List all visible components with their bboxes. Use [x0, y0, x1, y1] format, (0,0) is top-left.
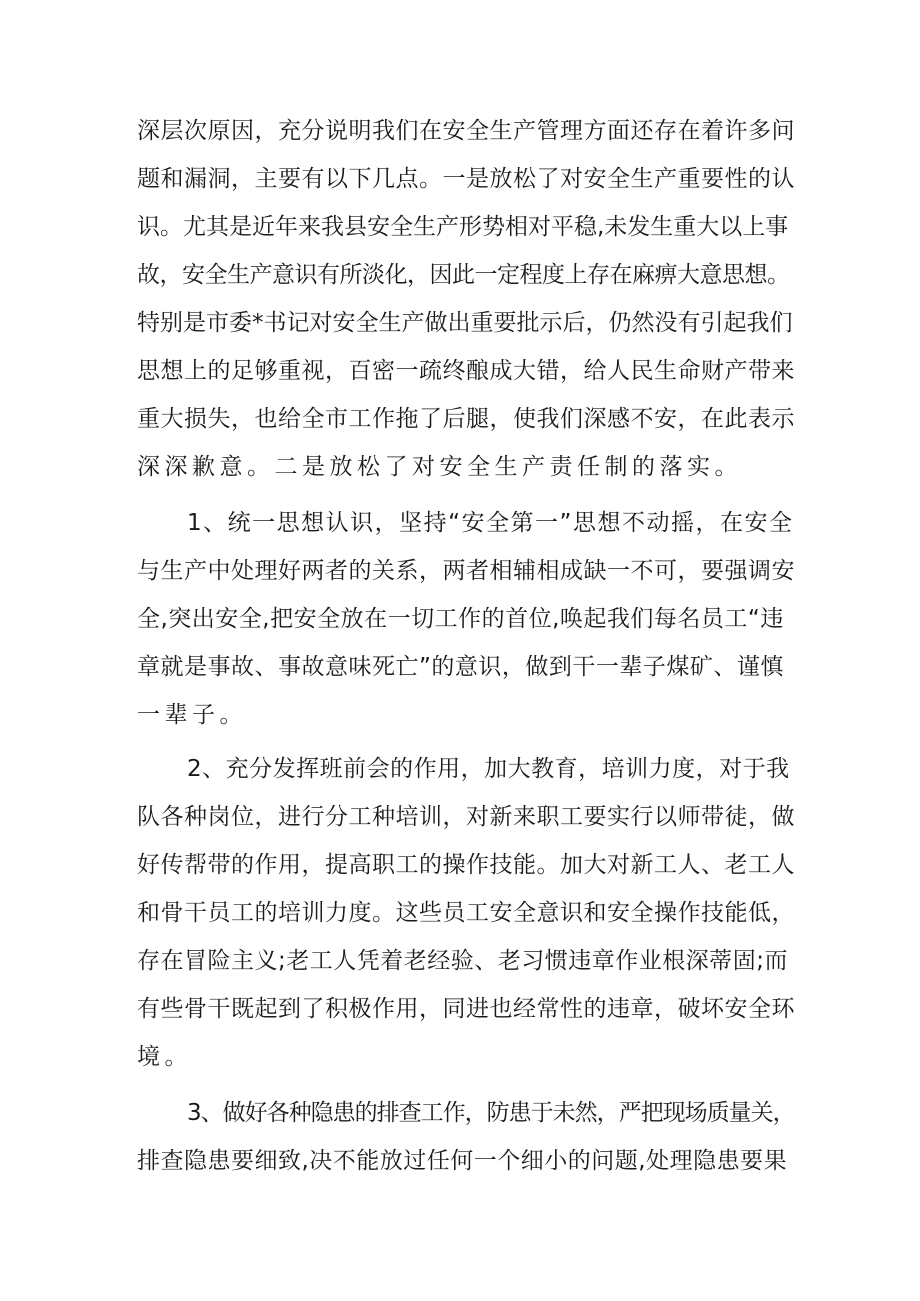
text-line: 队各种岗位，进行分工种培训，对新来职工要实行以师带徒，做 [137, 804, 795, 830]
text-line: 章就是事故、事故意味死亡”的意识，做到干一辈子煤矿、谨慎 [137, 654, 784, 680]
text-line: 重大损失，也给全市工作拖了后腿，使我们深感不安，在此表示 [137, 406, 795, 432]
text-line: 2、充分发挥班前会的作用，加大教育，培训力度，对于我 [187, 756, 790, 782]
text-line: 3、做好各种隐患的排查工作，防患于未然，严把现场质量关， [187, 1100, 795, 1126]
text-line: 有些骨干既起到了积极作用，同进也经常性的违章，破坏安全环 [137, 996, 795, 1022]
text-line: 全,突出安全,把安全放在一切工作的首位,唤起我们每名员工“违 [137, 606, 784, 632]
text-line: 故，安全生产意识有所淡化，因此一定程度上存在麻痹大意思想。 [137, 262, 790, 288]
text-line: 识。尤其是近年来我县安全生产形势相对平稳,未发生重大以上事 [137, 214, 789, 240]
text-line: 存在冒险主义;老工人凭着老经验、老习惯违章作业根深蒂固;而 [137, 948, 788, 974]
text-line: 一辈子。 [137, 702, 247, 728]
text-line: 好传帮带的作用，提高职工的操作技能。加大对新工人、老工人 [137, 852, 795, 878]
text-line: 与生产中处理好两者的关系，两者相辅相成缺一不可，要强调安 [137, 558, 795, 584]
text-line: 境。 [137, 1044, 192, 1070]
text-line: 1、统一思想认识，坚持“安全第一”思想不动摇，在安全 [187, 510, 794, 536]
text-line: 特别是市委*书记对安全生产做出重要批示后，仍然没有引起我们 [137, 310, 793, 336]
text-line: 题和漏洞，主要有以下几点。一是放松了对安全生产重要性的认 [137, 166, 795, 192]
text-line: 深深歉意。二是放松了对安全生产责任制的落实。 [137, 454, 742, 480]
text-line: 和骨干员工的培训力度。这些员工安全意识和安全操作技能低， [137, 900, 795, 926]
text-line: 思想上的足够重视，百密一疏终酿成大错，给人民生命财产带来 [137, 358, 795, 384]
text-line: 深层次原因，充分说明我们在安全生产管理方面还存在着许多问 [137, 118, 795, 144]
text-line: 排查隐患要细致,决不能放过任何一个细小的问题,处理隐患要果 [137, 1148, 788, 1174]
